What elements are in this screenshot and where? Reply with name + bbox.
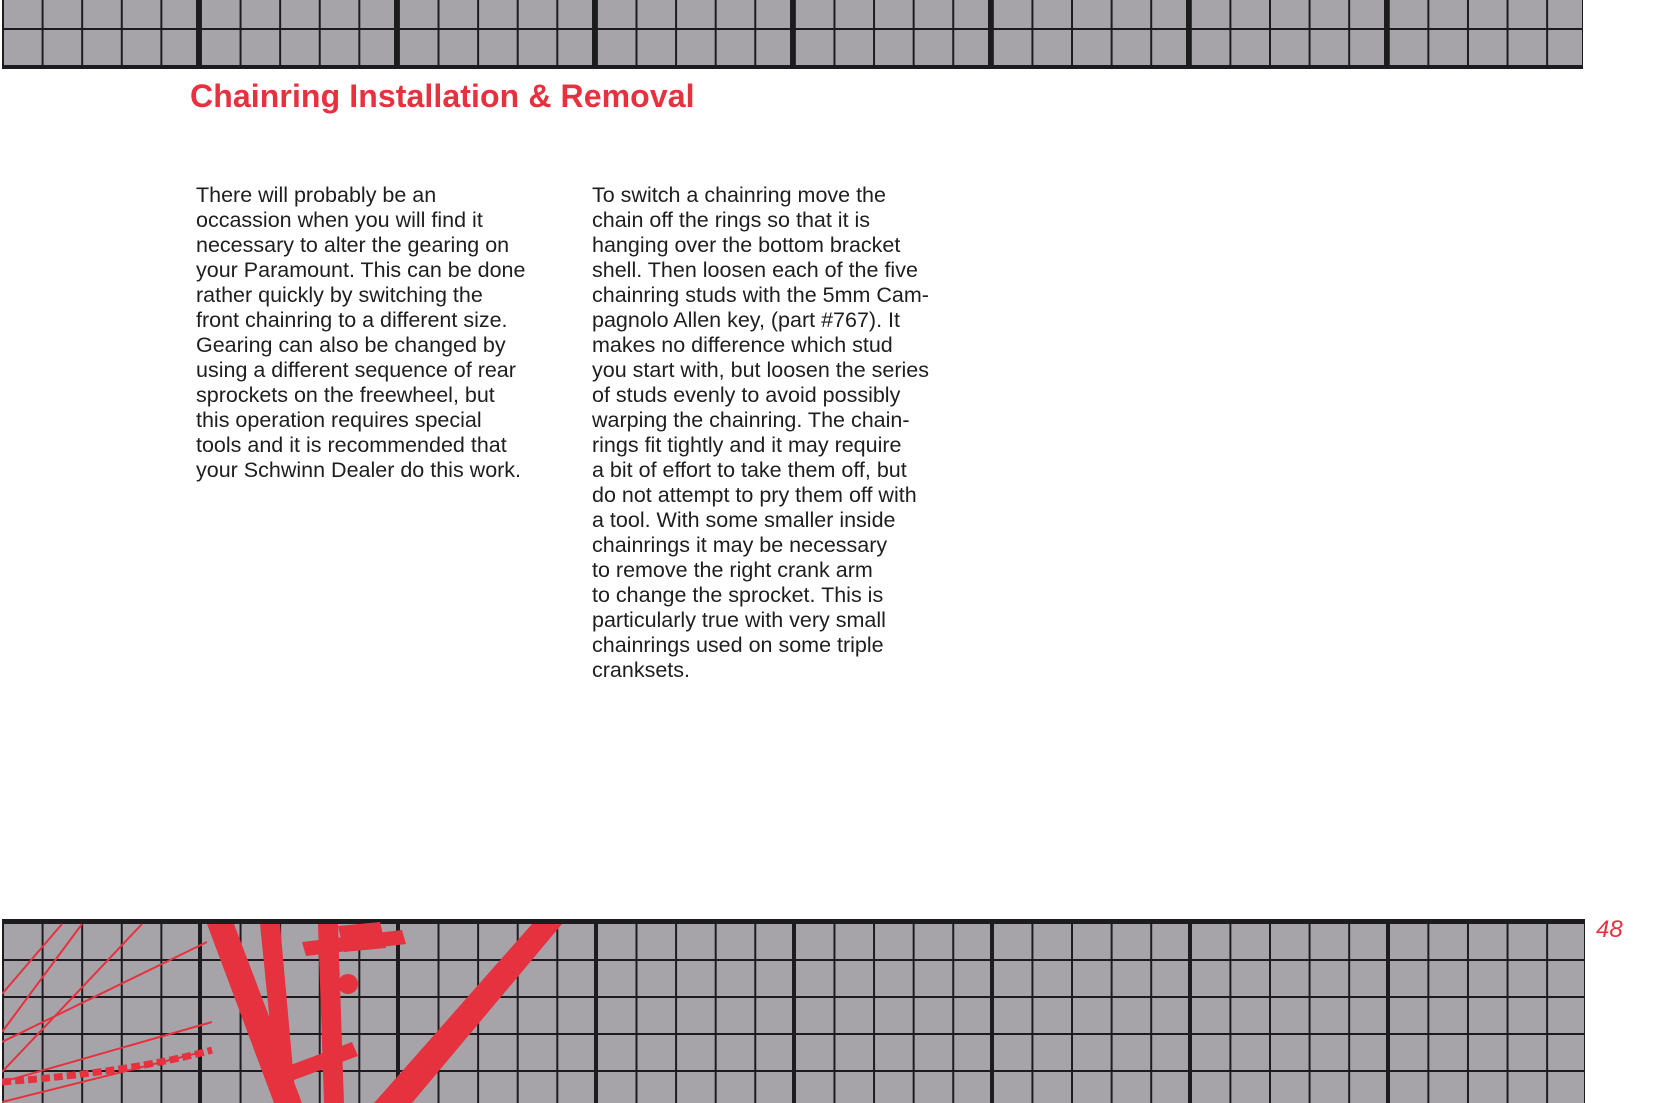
text-line: pagnolo Allen key, (part #767). It (592, 308, 900, 332)
text-line: do not attempt to pry them off with (592, 483, 917, 507)
text-line: There will probably be an (196, 183, 437, 207)
text-line: To switch a chainring move the (592, 183, 886, 207)
top-grid-band (2, 0, 1583, 69)
text-line: your Paramount. This can be done (196, 258, 526, 282)
bicycle-frame (207, 922, 562, 1103)
text-line: rings fit tightly and it may require (592, 433, 902, 457)
text-line: chainrings used on some triple (592, 633, 884, 657)
text-line: this operation requires special (196, 408, 482, 432)
text-line: cranksets. (592, 658, 690, 682)
text-line: a bit of effort to take them off, but (592, 458, 907, 482)
bicycle-illustration (2, 922, 602, 1103)
text-line: front chainring to a different size. (196, 308, 508, 332)
text-line: of studs evenly to avoid possibly (592, 383, 901, 407)
text-line: occassion when you will find it (196, 208, 483, 232)
text-line: warping the chainring. The chain- (592, 408, 910, 432)
text-line: you start with, but loosen the series (592, 358, 930, 382)
text-column-left (196, 183, 556, 483)
text-line: hanging over the bottom bracket (592, 233, 901, 257)
text-line: using a different sequence of rear (196, 358, 516, 382)
text-column-right (592, 183, 972, 683)
text-line: to remove the right crank arm (592, 558, 873, 582)
text-line: particularly true with very small (592, 608, 886, 632)
wheel-spokes (2, 924, 212, 1102)
text-line: makes no difference which stud (592, 333, 893, 357)
text-line: a tool. With some smaller inside (592, 508, 896, 532)
text-line: tools and it is recommended that (196, 433, 507, 457)
text-line: rather quickly by switching the (196, 283, 483, 307)
page-title: Chainring Installation & Removal (190, 78, 695, 114)
text-line: shell. Then loosen each of the five (592, 258, 918, 282)
bicycle-chain (2, 1050, 212, 1082)
text-line: Gearing can also be changed by (196, 333, 506, 357)
bottom-grid-band (2, 919, 1585, 1103)
text-line: sprockets on the freewheel, but (196, 383, 495, 407)
page-number: 48 (1596, 916, 1623, 943)
text-line: your Schwinn Dealer do this work. (196, 458, 522, 482)
text-line: necessary to alter the gearing on (196, 233, 510, 257)
text-line: chainring studs with the 5mm Cam- (592, 283, 929, 307)
text-line: chainrings it may be necessary (592, 533, 888, 557)
text-line: chain off the rings so that it is (592, 208, 871, 232)
text-line: to change the sprocket. This is (592, 583, 884, 607)
